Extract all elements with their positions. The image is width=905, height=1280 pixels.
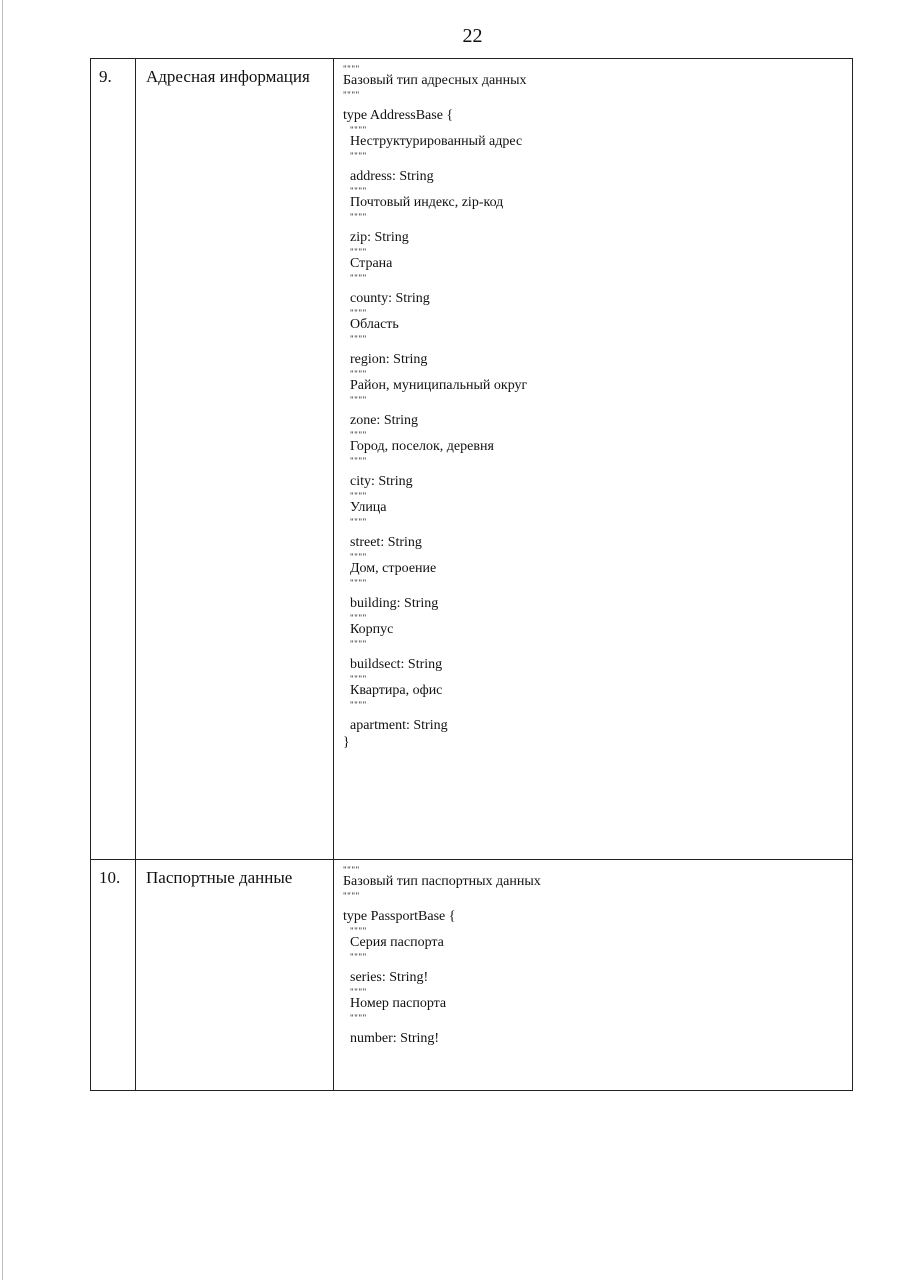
- row-name-cell: [136, 59, 334, 860]
- quote-marks: """": [350, 212, 367, 222]
- field-comment: Номер паспорта: [350, 996, 447, 1011]
- type-comment: Базовый тип паспортных данных: [343, 874, 541, 889]
- field-declaration: zone: String: [350, 413, 419, 428]
- row-name-cell: [136, 860, 334, 1091]
- type-declaration: type PassportBase {: [343, 909, 456, 924]
- field-declaration: address: String: [350, 169, 434, 184]
- quote-marks: """": [350, 186, 367, 196]
- scan-edge-line: [2, 0, 3, 1280]
- field-comment: Серия паспорта: [350, 935, 444, 950]
- code-cell: [334, 59, 853, 860]
- type-close-brace: }: [343, 735, 350, 750]
- quote-marks: """": [350, 1013, 367, 1023]
- quote-marks: """": [343, 64, 360, 74]
- type-comment: Базовый тип адресных данных: [343, 73, 527, 88]
- quote-marks: """": [350, 674, 367, 684]
- quote-marks: """": [350, 926, 367, 936]
- field-comment: Неструктурированный адрес: [350, 134, 523, 149]
- quote-marks: """": [350, 369, 367, 379]
- quote-marks: """": [343, 865, 360, 875]
- quote-marks: """": [350, 308, 367, 318]
- field-declaration: number: String!: [350, 1031, 440, 1046]
- field-comment: Дом, строение: [350, 561, 437, 576]
- row-name: Паспортные данные: [146, 868, 293, 887]
- row-number-cell: [91, 860, 136, 1091]
- code-block: [334, 59, 852, 758]
- field-comment: Корпус: [350, 622, 394, 637]
- table-row: [91, 860, 853, 1091]
- quote-marks: """": [350, 639, 367, 649]
- quote-marks: """": [350, 491, 367, 501]
- quote-marks: """": [350, 334, 367, 344]
- field-comment: Квартира, офис: [350, 683, 443, 698]
- field-comment: Улица: [350, 500, 387, 515]
- field-comment: Страна: [350, 256, 393, 271]
- field-declaration: building: String: [350, 596, 439, 611]
- row-number-cell: [91, 59, 136, 860]
- row-number: 9.: [99, 67, 112, 86]
- field-declaration: series: String!: [350, 970, 429, 985]
- quote-marks: """": [350, 430, 367, 440]
- page-number: 22: [462, 25, 483, 47]
- quote-marks: """": [350, 125, 367, 135]
- quote-marks: """": [350, 987, 367, 997]
- quote-marks: """": [350, 395, 367, 405]
- quote-marks: """": [350, 952, 367, 962]
- quote-marks: """": [350, 552, 367, 562]
- field-comment: Почтовый индекс, zip-код: [350, 195, 504, 210]
- quote-marks: """": [350, 273, 367, 283]
- quote-marks: """": [350, 247, 367, 257]
- row-name: Адресная информация: [146, 67, 310, 86]
- row-number: 10.: [99, 868, 121, 887]
- code-block: [334, 860, 852, 1055]
- quote-marks: """": [343, 891, 360, 901]
- field-comment: Город, поселок, деревня: [350, 439, 494, 454]
- field-declaration: buildsect: String: [350, 657, 443, 672]
- field-declaration: city: String: [350, 474, 413, 489]
- code-cell: [334, 860, 853, 1091]
- quote-marks: """": [350, 578, 367, 588]
- quote-marks: """": [350, 700, 367, 710]
- field-declaration: zip: String: [350, 230, 409, 245]
- field-declaration: region: String: [350, 352, 428, 367]
- table-row: [91, 59, 853, 860]
- quote-marks: """": [343, 90, 360, 100]
- field-declaration: county: String: [350, 291, 430, 306]
- type-declaration: type AddressBase {: [343, 108, 454, 123]
- quote-marks: """": [350, 456, 367, 466]
- data-types-table: [90, 58, 853, 1091]
- field-comment: Район, муниципальный округ: [350, 378, 528, 393]
- field-declaration: street: String: [350, 535, 422, 550]
- field-declaration: apartment: String: [350, 718, 448, 733]
- quote-marks: """": [350, 151, 367, 161]
- quote-marks: """": [350, 517, 367, 527]
- field-comment: Область: [350, 317, 399, 332]
- quote-marks: """": [350, 613, 367, 623]
